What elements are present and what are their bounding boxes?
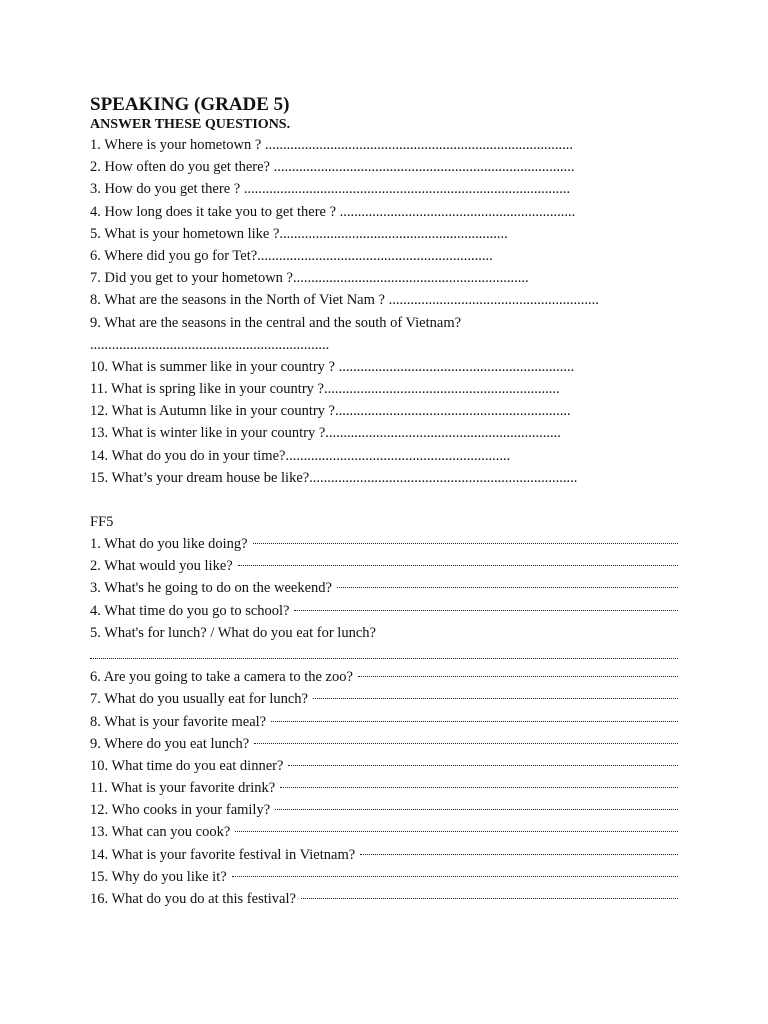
question-row <box>90 688 678 710</box>
question-line: 13. What is winter like in your country ?................................................................. <box>90 425 561 442</box>
question-line: 7. Did you get to your hometown ?................................................................. <box>90 270 529 287</box>
question-text: 10. What time do you eat dinner? <box>90 757 284 774</box>
question-text: 4. What time do you go to school? <box>90 602 290 619</box>
question-line: 2. How often do you get there? ................................................................................... <box>90 159 575 176</box>
question-line: 1. Where is your hometown ? ..................................................................................... <box>90 137 574 153</box>
question-line: 10. What is summer like in your country ? ................................................................. <box>90 358 575 375</box>
question-line: 15. What’s your dream house be like?.......................................................................... <box>90 469 578 486</box>
question-line: 14. What do you do in your time?.............................................................. <box>90 447 511 464</box>
question-text: 1. What do you like doing? <box>90 536 248 552</box>
question-text: 3. What's he going to do on the weekend? <box>90 580 332 597</box>
worksheet-title: SPEAKING (GRADE 5) <box>90 94 290 115</box>
question-line: 4. How long does it take you to get there ? ................................................................. <box>90 203 576 220</box>
answer-blank[interactable] <box>271 721 678 722</box>
question-text: 7. What do you usually eat for lunch? <box>90 691 308 708</box>
question-line: 9. What are the seasons in the central and the south of Vietnam? <box>90 314 462 331</box>
answer-blank[interactable] <box>360 854 678 855</box>
question-row <box>90 733 678 755</box>
worksheet-instructions: ANSWER THESE QUESTIONS. <box>90 117 291 132</box>
question-row <box>90 755 678 777</box>
answer-blank[interactable] <box>232 876 678 877</box>
question-text: 5. What's for lunch? / What do you eat for lunch? <box>90 624 376 641</box>
answer-blank[interactable] <box>90 658 678 659</box>
answer-blank[interactable] <box>238 565 678 566</box>
question-row <box>90 844 678 866</box>
question-row <box>90 821 678 843</box>
answer-blank[interactable] <box>288 765 678 766</box>
question-line: 6. Where did you go for Tet?................................................................. <box>90 247 493 264</box>
answer-blank[interactable] <box>275 809 678 810</box>
section-label-ff5: FF5 <box>90 514 114 530</box>
answer-blank[interactable] <box>313 698 678 699</box>
answer-blank[interactable] <box>254 743 678 744</box>
question-text: 13. What can you cook? <box>90 824 231 841</box>
question-text: 8. What is your favorite meal? <box>90 713 267 730</box>
question-row <box>90 799 678 821</box>
question-row <box>90 711 678 733</box>
answer-blank-line[interactable] <box>90 644 678 666</box>
question-list-ff5 <box>90 533 690 910</box>
question-line: 5. What is your hometown like ?............................................................... <box>90 225 508 242</box>
question-list-part1 <box>90 134 690 489</box>
question-row <box>90 600 678 622</box>
answer-blank[interactable] <box>301 898 678 899</box>
question-line: 8. What are the seasons in the North of Viet Nam ? .......................................................... <box>90 292 599 309</box>
question-row <box>90 533 678 555</box>
question-text: 14. What is your favorite festival in Vietnam? <box>90 846 356 863</box>
question-text: 6. Are you going to take a camera to the zoo? <box>90 669 353 686</box>
question-text: 2. What would you like? <box>90 558 233 575</box>
question-text: 15. Why do you like it? <box>90 868 227 885</box>
question-row <box>90 888 678 910</box>
question-row <box>90 666 678 688</box>
question-row <box>90 577 678 599</box>
question-row <box>90 555 678 577</box>
answer-blank[interactable] <box>358 676 678 677</box>
question-line: 12. What is Autumn like in your country ?................................................................. <box>90 403 571 420</box>
question-text: 9. Where do you eat lunch? <box>90 735 250 752</box>
question-text: 11. What is your favorite drink? <box>90 780 276 797</box>
question-text: 12. Who cooks in your family? <box>90 802 271 819</box>
answer-blank[interactable] <box>235 831 678 832</box>
answer-blank[interactable] <box>280 787 678 788</box>
question-row <box>90 622 678 644</box>
answer-blank[interactable] <box>294 610 678 611</box>
question-line: 11. What is spring like in your country ?................................................................. <box>90 381 560 398</box>
question-line: .................................................................. <box>90 336 330 353</box>
worksheet-page <box>90 94 690 910</box>
question-row <box>90 866 678 888</box>
question-text: 16. What do you do at this festival? <box>90 891 296 907</box>
question-line: 3. How do you get there ? .......................................................................................... <box>90 181 571 198</box>
answer-blank[interactable] <box>253 543 678 544</box>
answer-blank[interactable] <box>337 587 678 588</box>
question-row <box>90 777 678 799</box>
